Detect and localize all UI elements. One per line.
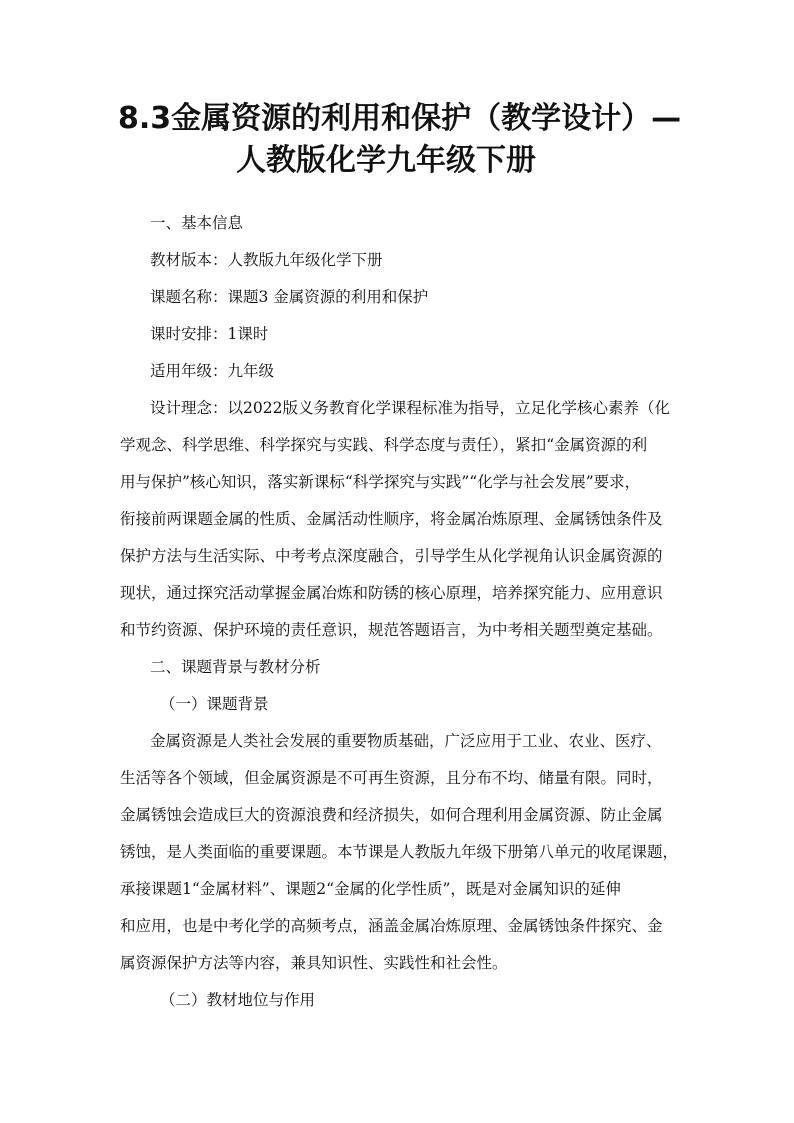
- subsection-heading-textbook-role: （二）教材地位与作用: [160, 991, 316, 1009]
- document-title-line-2: 人教版化学九年级下册: [236, 143, 536, 178]
- paragraph-line: 和应用，也是中考化学的高频考点，涵盖金属冶炼原理、金属锈蚀条件探究、金: [120, 917, 663, 935]
- paragraph-line: 金属锈蚀会造成巨大的资源浪费和经济损失，如何合理利用金属资源、防止金属: [120, 806, 663, 824]
- paragraph-line: 属资源保护方法等内容，兼具知识性、实践性和社会性。: [120, 954, 508, 972]
- paragraph-line: 生活等各个领域，但金属资源是不可再生资源，且分布不均、储量有限。同时，: [120, 769, 663, 787]
- paragraph-line: 教材版本：人教版九年级化学下册: [150, 251, 383, 269]
- paragraph-line: 用与保护”核心知识，落实新课标“科学探究与实践”“化学与社会发展”要求，: [120, 473, 641, 491]
- paragraph-line: 课时安排：1课时: [150, 325, 269, 343]
- paragraph-line: 适用年级：九年级: [150, 362, 275, 380]
- paragraph-line: 衔接前两课题金属的性质、金属活动性顺序，将金属冶炼原理、金属锈蚀条件及: [120, 510, 663, 528]
- paragraph-line: 现状，通过探究活动掌握金属冶炼和防锈的核心原理，培养探究能力、应用意识: [120, 584, 663, 602]
- subsection-heading-background: （一）课题背景: [160, 695, 269, 713]
- paragraph-line: 设计理念：以2022版义务教育化学课程标准为指导，立足化学核心素养（化: [150, 399, 670, 417]
- document-title-line-1: 8.3金属资源的利用和保护（教学设计）—: [118, 101, 682, 136]
- paragraph-line: 锈蚀，是人类面临的重要课题。本节课是人教版九年级下册第八单元的收尾课题，: [120, 843, 679, 861]
- paragraph-line: 和节约资源、保护环境的责任意识，规范答题语言，为中考相关题型奠定基础。: [120, 621, 663, 639]
- paragraph-line: 金属资源是人类社会发展的重要物质基础，广泛应用于工业、农业、医疗、: [150, 732, 662, 750]
- paragraph-line: 承接课题1“金属材料”、课题2“金属的化学性质”，既是对金属知识的延伸: [120, 880, 621, 898]
- section-heading-basic-info: 一、基本信息: [150, 214, 244, 232]
- paragraph-line: 学观念、科学思维、科学探究与实践、科学态度与责任），紧扣“金属资源的利: [120, 436, 648, 454]
- paragraph-line: 课题名称：课题3 金属资源的利用和保护: [150, 288, 429, 306]
- paragraph-line: 保护方法与生活实际、中考考点深度融合，引导学生从化学视角认识金属资源的: [120, 547, 663, 565]
- section-heading-background: 二、课题背景与教材分析: [150, 658, 321, 676]
